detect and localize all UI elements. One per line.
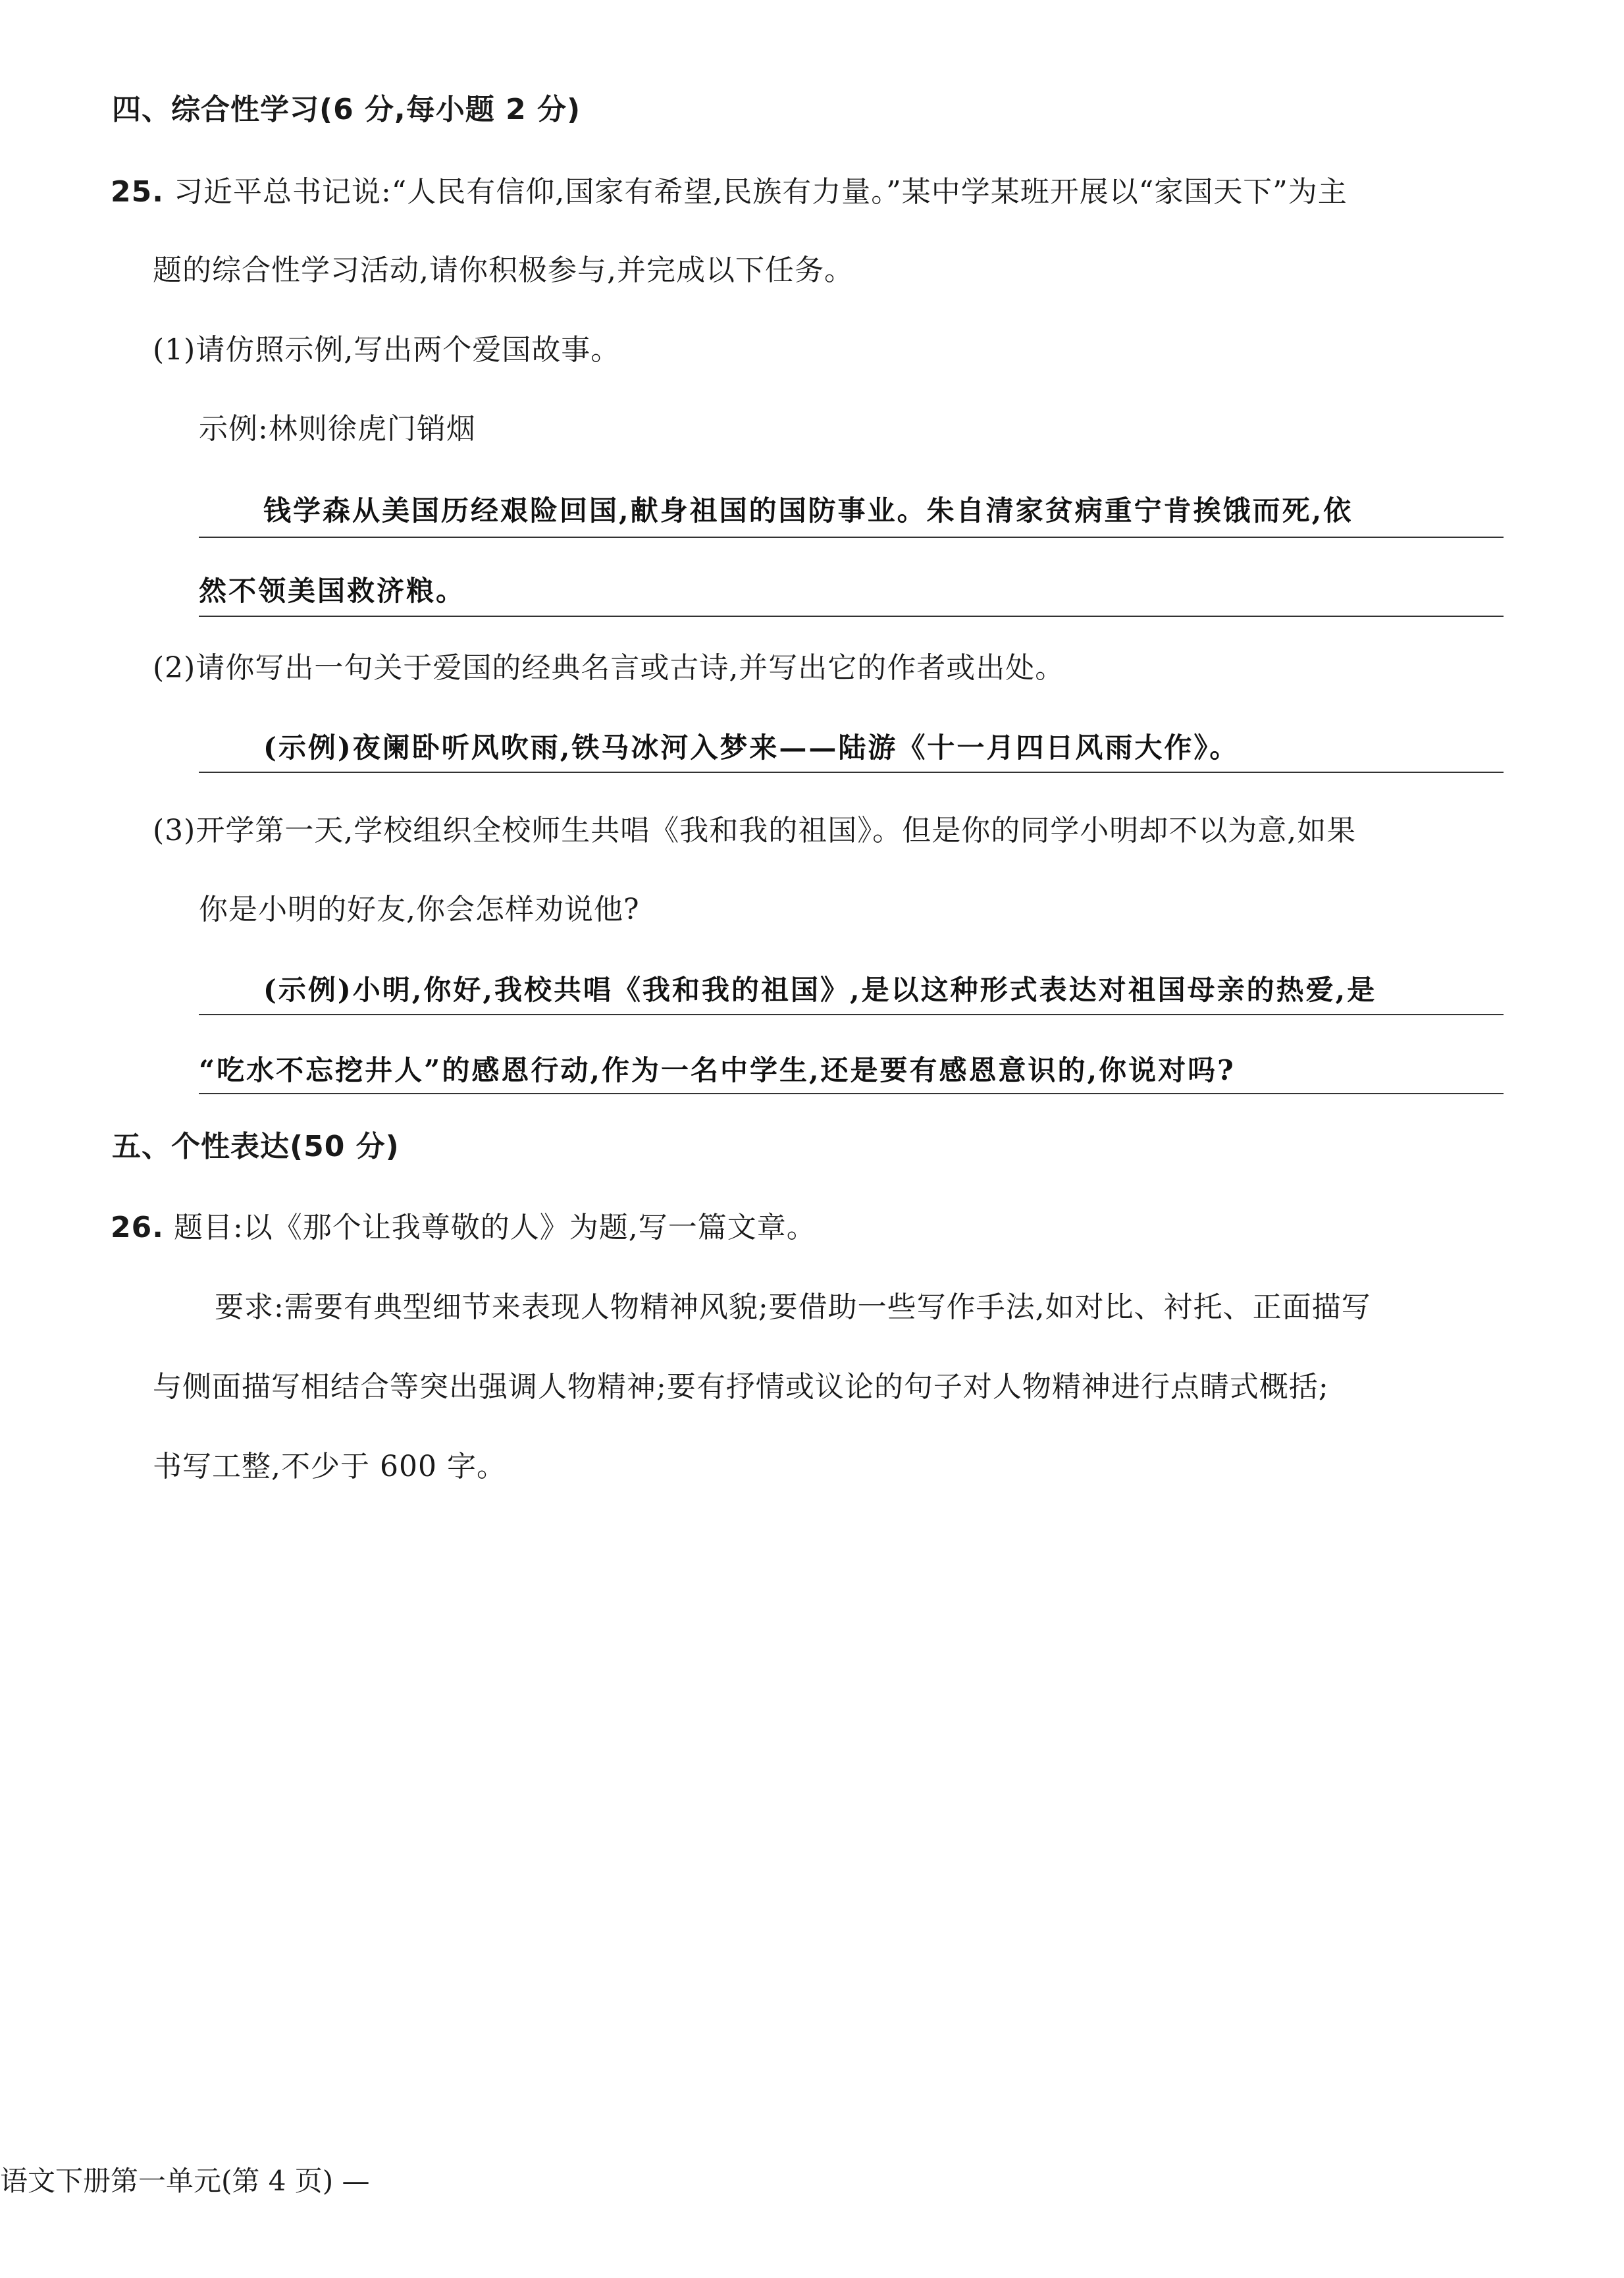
q25-stem-line-2: 题的综合性学习活动,请你积极参与,并完成以下任务。 bbox=[153, 253, 854, 287]
q26-requirement-line-1: 要求:需要有典型细节来表现人物精神风貌;要借助一些写作手法,如对比、衬托、正面描写 bbox=[215, 1290, 1371, 1324]
answer-rule-1 bbox=[199, 537, 1504, 538]
q25-sub3-answer-line-2: “吃水不忘挖井人”的感恩行动,作为一名中学生,还是要有感恩意识的,你说对吗? bbox=[199, 1054, 1236, 1086]
q25-sub3-prompt-line-2: 你是小明的好友,你会怎样劝说他? bbox=[199, 893, 640, 926]
q25-stem-text: 习近平总书记说:“人民有信仰,国家有希望,民族有力量。”某中学某班开展以“家国天下”为主 bbox=[173, 175, 1348, 209]
q25-sub1-answer-line-2: 然不领美国救济粮。 bbox=[199, 575, 466, 607]
q25-sub2-answer-line-1: (示例)夜阑卧听风吹雨,铁马冰河入梦来——陆游《十一月四日风雨大作》。 bbox=[263, 731, 1240, 764]
q26-requirement-line-2: 与侧面描写相结合等突出强调人物精神;要有抒情或议论的句子对人物精神进行点睛式概括; bbox=[153, 1370, 1329, 1404]
q25-sub2-prompt: (2)请你写出一句关于爱国的经典名言或古诗,并写出它的作者或出处。 bbox=[153, 651, 1065, 685]
q25-stem-line-1 bbox=[111, 172, 1348, 212]
q26-title-text: 题目:以《那个让我尊敬的人》为题,写一篇文章。 bbox=[173, 1211, 816, 1244]
answer-rule-5 bbox=[199, 1093, 1504, 1094]
q25-number: 25. bbox=[111, 175, 164, 209]
section-5-heading: 五、个性表达(50 分) bbox=[112, 1130, 400, 1163]
page-footer: 语文下册第一单元(第 4 页) — bbox=[0, 2165, 370, 2197]
answer-rule-4 bbox=[199, 1014, 1504, 1015]
q25-sub1-example: 示例:林则徐虎门销烟 bbox=[199, 412, 476, 446]
q26-title-line bbox=[111, 1208, 816, 1248]
q25-sub3-answer-line-1: (示例)小明,你好,我校共唱《我和我的祖国》,是以这种形式表达对祖国母亲的热爱,是 bbox=[263, 974, 1377, 1006]
answer-rule-3 bbox=[199, 772, 1504, 773]
q26-number: 26. bbox=[111, 1211, 164, 1244]
q25-sub3-prompt-line-1: (3)开学第一天,学校组织全校师生共唱《我和我的祖国》。但是你的同学小明却不以为意,如果 bbox=[153, 814, 1357, 847]
answer-rule-2 bbox=[199, 616, 1504, 617]
q26-requirement-line-3: 书写工整,不少于 600 字。 bbox=[153, 1450, 506, 1483]
q25-sub1-prompt: (1)请仿照示例,写出两个爱国故事。 bbox=[153, 333, 621, 367]
section-4-heading: 四、综合性学习(6 分,每小题 2 分) bbox=[112, 93, 581, 126]
q25-sub1-answer-line-1: 钱学森从美国历经艰险回国,献身祖国的国防事业。朱自清家贫病重宁肯挨饿而死,依 bbox=[263, 494, 1353, 527]
